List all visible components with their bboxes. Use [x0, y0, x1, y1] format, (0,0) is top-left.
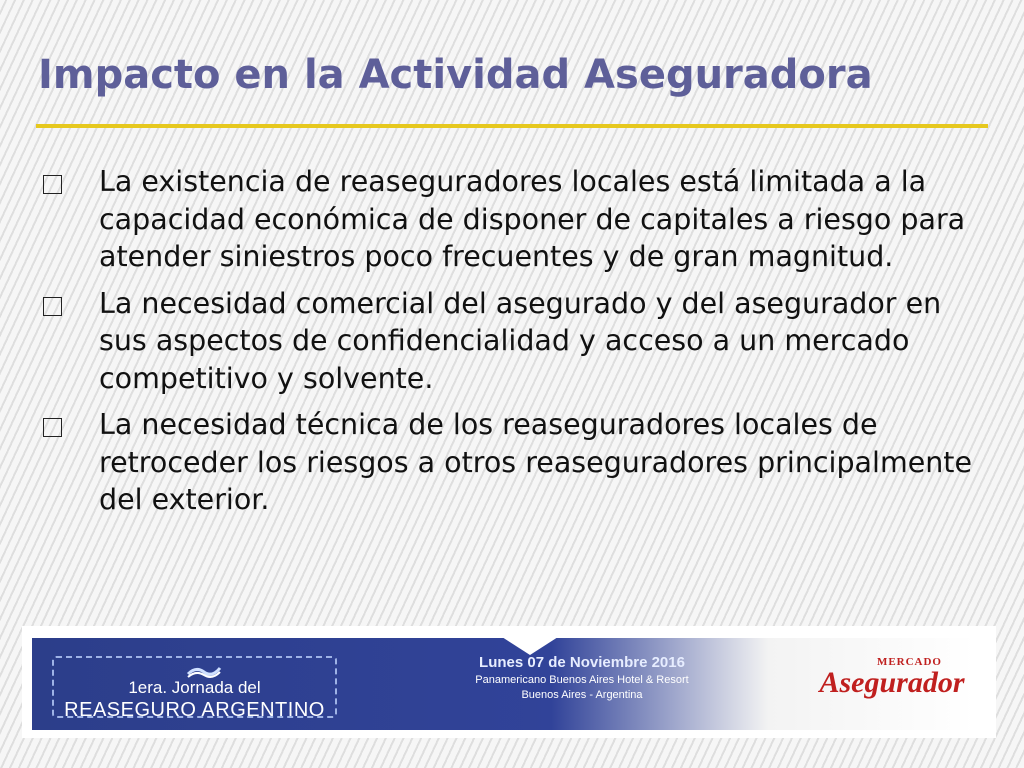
bullet-text: La existencia de reaseguradores locales está limitada a la capacidad económica de disponer de capitales a riesgo para atender siniestros poco frecuentes y de gran magnitud.: [99, 165, 966, 273]
event-line-2: REASEGURO ARGENTINO: [64, 699, 325, 721]
square-bullet-icon: [43, 175, 62, 194]
list-item: [40, 285, 990, 398]
title-divider: [36, 124, 988, 128]
banner-notch: [502, 637, 558, 655]
bullet-list: [40, 163, 990, 528]
event-date: Lunes 07 de Noviembre 2016: [479, 654, 685, 671]
bullet-text: La necesidad técnica de los reaseguradores locales de retroceder los riesgos a otros reaseguradores principalmente del exterior.: [99, 408, 973, 516]
square-bullet-icon: [43, 418, 62, 437]
logo-main-text: Asegurador: [819, 666, 965, 699]
event-banner: [22, 626, 996, 738]
square-bullet-icon: [43, 297, 62, 316]
logo-top-text: MERCADO: [876, 656, 942, 668]
list-item: [40, 406, 990, 519]
flag-ribbon-icon: [186, 664, 222, 678]
bullet-text: La necesidad comercial del asegurado y del asegurador en sus aspectos de confidencialidad y acceso a un mercado competitivo y solvente.: [99, 286, 942, 395]
event-venue: Panamericano Buenos Aires Hotel & Resort: [475, 674, 689, 686]
banner-band: [32, 638, 976, 730]
mercado-asegurador-logo: [802, 656, 982, 698]
event-details: [462, 654, 702, 701]
slide-title: Impacto en la Actividad Aseguradora: [38, 52, 873, 98]
event-title-box: [52, 656, 337, 721]
event-line-1: 1era. Jornada del: [128, 678, 261, 697]
event-city: Buenos Aires - Argentina: [521, 689, 643, 701]
list-item: [40, 163, 990, 276]
